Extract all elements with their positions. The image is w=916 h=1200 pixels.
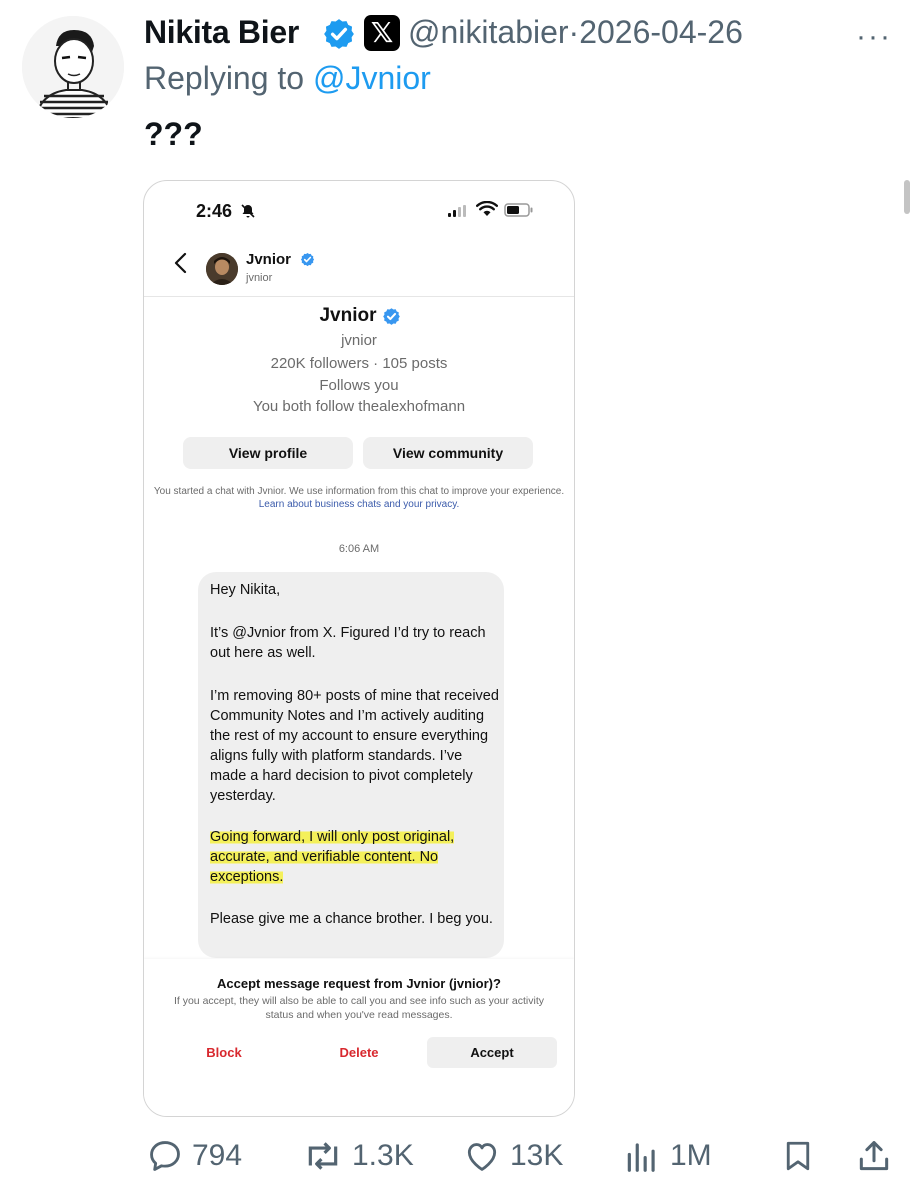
share-icon <box>855 1137 893 1175</box>
like-count: 13K <box>510 1139 564 1172</box>
views-chart-icon <box>622 1137 662 1175</box>
repost-icon <box>302 1137 344 1175</box>
reply-count: 794 <box>192 1139 243 1172</box>
accept-button[interactable]: Accept <box>427 1037 557 1068</box>
verified-badge-icon <box>300 252 315 267</box>
bookmark-button[interactable] <box>780 1136 824 1176</box>
dot-separator: · <box>568 14 580 50</box>
message-paragraph: Please give me a chance brother. I beg you. <box>210 911 493 927</box>
replying-prefix: Replying to <box>144 60 305 96</box>
back-chevron-icon[interactable] <box>172 251 190 275</box>
bell-muted-icon <box>240 203 256 219</box>
disclaimer-text: You started a chat with Jvnior. We use information from this chat to improve your experience. <box>153 486 565 497</box>
follows-you-label: Follows you <box>319 377 399 394</box>
scrollbar[interactable] <box>904 180 910 214</box>
x-affiliate-badge-icon[interactable]: 𝕏 <box>364 15 400 51</box>
replying-to <box>144 60 431 97</box>
status-time: 2:46 <box>196 201 233 221</box>
author-avatar[interactable] <box>22 16 124 118</box>
request-description: If you accept, they will also be able to call you and see info such as your activity status and when you've read messages. <box>173 995 545 1021</box>
repost-button[interactable] <box>302 1136 414 1176</box>
chat-avatar[interactable] <box>206 253 238 285</box>
message-paragraph: I’m removing 80+ posts of mine that received Community Notes and I’m actively auditing the rest of my account to ensure everything aligns fully with platform standards. I’ve made a hard decision to pivot completely yesterday. <box>210 688 499 804</box>
more-options-button[interactable]: ··· <box>856 20 892 53</box>
message-paragraph: It’s @Jvnior from X. Figured I’d try to reach out here as well. <box>210 625 486 661</box>
message-paragraph: Hey Nikita, <box>210 582 281 598</box>
views-button[interactable] <box>622 1136 712 1176</box>
mutual-follow-label: You both follow thealexhofmann <box>252 398 466 415</box>
chat-header-name[interactable]: Jvnior <box>246 251 292 268</box>
header-divider <box>144 296 574 297</box>
reply-button[interactable] <box>146 1136 242 1176</box>
author-name[interactable]: Nikita Bier <box>144 14 299 50</box>
profile-photo-icon <box>206 253 238 285</box>
like-button[interactable] <box>462 1136 563 1176</box>
post-date[interactable]: 2026-04-26 <box>579 14 743 50</box>
request-title: Accept message request from Jvnior (jvnior)? <box>217 976 501 991</box>
battery-icon <box>504 203 534 217</box>
verified-badge-icon <box>382 307 401 326</box>
sketch-portrait-icon <box>22 16 124 118</box>
chat-header-username: jvnior <box>246 272 273 284</box>
replying-to-link[interactable]: @Jvnior <box>312 60 431 96</box>
wifi-icon <box>476 201 498 217</box>
repost-count: 1.3K <box>352 1139 414 1172</box>
profile-username: jvnior <box>341 332 377 349</box>
share-button[interactable] <box>855 1136 901 1176</box>
block-button[interactable]: Block <box>206 1045 242 1060</box>
delete-button[interactable]: Delete <box>339 1045 379 1060</box>
reply-bubble-icon <box>146 1137 184 1175</box>
privacy-link[interactable]: Learn about business chats and your privacy. <box>258 499 460 510</box>
bookmark-icon <box>780 1137 816 1175</box>
verified-badge-icon[interactable] <box>322 17 356 51</box>
heart-icon <box>462 1137 502 1175</box>
chat-disclaimer <box>144 485 574 511</box>
message-timestamp: 6:06 AM <box>338 543 380 555</box>
profile-stats: 220K followers · 105 posts <box>270 355 448 372</box>
attached-screenshot[interactable] <box>143 180 575 1117</box>
profile-name-text: Jvnior <box>319 305 377 326</box>
author-handle-date <box>408 14 743 51</box>
view-count: 1M <box>670 1139 712 1172</box>
profile-name <box>144 305 574 327</box>
tweet-text: ??? <box>144 116 203 152</box>
cellular-signal-icon <box>448 205 468 217</box>
view-profile-button[interactable]: View profile <box>183 437 353 469</box>
message-paragraph-highlighted <box>210 827 500 887</box>
highlighted-text: Going forward, I will only post original, accurate, and verifiable content. No exceptions. <box>210 829 455 885</box>
view-community-button[interactable]: View community <box>363 437 533 469</box>
author-handle[interactable]: @nikitabier <box>408 14 569 50</box>
